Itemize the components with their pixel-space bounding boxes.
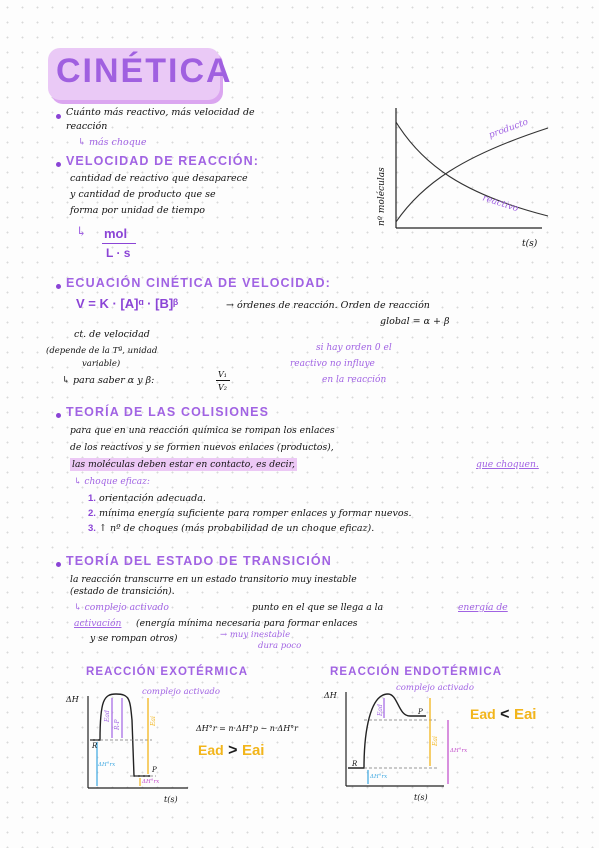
- svg-text:R-P: R-P: [114, 719, 121, 730]
- exo-compare: Ead > Eai: [198, 742, 265, 759]
- svg-text:ΔH°rx: ΔH°rx: [142, 779, 160, 785]
- muy-inestable: → muy inestable: [220, 630, 291, 640]
- producto-label: producto: [487, 117, 530, 141]
- velocidad-line-3: forma por unidad de tiempo: [70, 205, 205, 216]
- choque-eficaz: ↳ choque eficaz:: [74, 477, 150, 487]
- endo-diagram: [318, 680, 468, 810]
- page-title: CINÉTICA: [56, 52, 233, 90]
- bullet-dot: [56, 162, 61, 167]
- choquen-text: que choquen.: [476, 459, 539, 470]
- unit-bottom: L · s: [106, 246, 131, 260]
- exo-formula: ΔH°r = n·ΔH°p − n·ΔH°r: [196, 724, 298, 733]
- activacion: activación: [74, 618, 122, 629]
- svg-text:R: R: [352, 760, 358, 768]
- nota-line-2: reactivo no influye: [290, 359, 375, 369]
- fraction-line: [102, 243, 136, 244]
- endo-complejo: complejo activado: [396, 683, 474, 693]
- colisiones-line-3: las moléculas deben estar en contacto, es decir,: [72, 459, 295, 470]
- svg-text:Ead: Ead: [377, 704, 384, 716]
- svg-text:R: R: [92, 742, 98, 750]
- svg-text:ΔH°rx: ΔH°rx: [450, 748, 468, 754]
- list-item: 1. orientación adecuada.: [88, 493, 206, 504]
- svg-text:Ead: Ead: [104, 710, 111, 722]
- svg-text:ΔH°rx: ΔH°rx: [98, 762, 116, 768]
- depende-line-1: (depende de la Tª, unidad: [46, 346, 158, 356]
- list-item: 3. ↑ nº de choques (más probabilidad de un choque eficaz).: [88, 523, 375, 534]
- unit-top: mol: [104, 226, 128, 241]
- list-item: 2. mínima energía suficiente para romper enlaces y formar nuevos.: [88, 508, 412, 519]
- v1-label: V₁: [218, 370, 227, 379]
- transicion-line-3: punto en el que se llega a la: [252, 602, 384, 613]
- intro-line-3: ↳ más choque: [78, 137, 147, 148]
- svg-text:Eai: Eai: [432, 736, 439, 746]
- svg-text:t(s): t(s): [414, 793, 428, 802]
- svg-text:P: P: [418, 708, 423, 716]
- transicion-line-2: (estado de transición).: [70, 586, 175, 597]
- units-arrow: ↳: [76, 225, 87, 240]
- chart-ylabel: nº moléculas: [377, 167, 387, 226]
- svg-text:t(s): t(s): [164, 795, 178, 804]
- concentration-chart: [372, 104, 562, 254]
- orden-global: global = α + β: [380, 316, 450, 327]
- bullet-dot: [56, 562, 61, 567]
- k-label: ct. de velocidad: [74, 329, 150, 340]
- velocidad-line-1: cantidad de reactivo que desaparece: [70, 173, 248, 184]
- energia-de: energía de: [458, 602, 508, 613]
- svg-text:ΔH°rx: ΔH°rx: [370, 774, 388, 780]
- transicion-line-4: (energía mínima necesaria para formar enlaces: [136, 618, 358, 629]
- endo-heading: REACCIÓN ENDOTÉRMICA: [330, 666, 503, 678]
- dura-poco: dura poco: [258, 641, 302, 651]
- nota-line-3: en la reacción: [322, 375, 387, 385]
- ordenes-text: → órdenes de reacción. Orden de reacción: [226, 300, 430, 311]
- velocidad-heading: VELOCIDAD DE REACCIÓN:: [66, 154, 259, 168]
- transicion-line-5: y se rompan otros): [90, 633, 178, 644]
- svg-text:P: P: [152, 766, 157, 774]
- intro-line-2: reacción: [66, 121, 108, 132]
- chart-xlabel: t(s): [522, 239, 538, 249]
- bullet-dot: [56, 114, 61, 119]
- colisiones-heading: TEORÍA DE LAS COLISIONES: [66, 405, 270, 419]
- complejo-activado: ↳ complejo activado: [74, 602, 169, 613]
- bullet-dot: [56, 413, 61, 418]
- reactivo-label: reactivo: [481, 193, 520, 215]
- endo-compare: Ead < Eai: [470, 706, 537, 723]
- bullet-dot: [56, 284, 61, 289]
- nota-line-1: si hay orden 0 el: [316, 343, 392, 353]
- para-saber: ↳ para saber α y β:: [62, 375, 155, 386]
- svg-text:ΔH: ΔH: [66, 695, 79, 704]
- velocidad-line-2: y cantidad de producto que se: [70, 189, 216, 200]
- v2-label: V₂: [218, 383, 227, 392]
- intro-line-1: Cuánto más reactivo, más velocidad de: [66, 107, 255, 118]
- transicion-line-1: la reacción transcurre en un estado transitorio muy inestable: [70, 574, 357, 585]
- producto-curve: [396, 128, 548, 222]
- colisiones-line-1: para que en una reacción química se rompan los enlaces: [70, 425, 335, 436]
- colisiones-line-2: de los reactivos y se formen nuevos enlaces (productos),: [70, 442, 334, 453]
- exo-heading: REACCIÓN EXOTÉRMICA: [86, 666, 249, 678]
- depende-line-2: variable): [82, 359, 121, 369]
- exo-complejo: complejo activado: [142, 687, 220, 697]
- rate-formula: V = K · [A]ᵅ · [B]ᵝ: [76, 296, 179, 311]
- ecuacion-heading: ECUACIÓN CINÉTICA DE VELOCIDAD:: [66, 276, 331, 290]
- svg-text:ΔH: ΔH: [324, 691, 337, 700]
- transicion-heading: TEORÍA DEL ESTADO DE TRANSICIÓN: [66, 554, 332, 568]
- exo-diagram: [60, 680, 210, 810]
- svg-text:Eai: Eai: [150, 716, 157, 726]
